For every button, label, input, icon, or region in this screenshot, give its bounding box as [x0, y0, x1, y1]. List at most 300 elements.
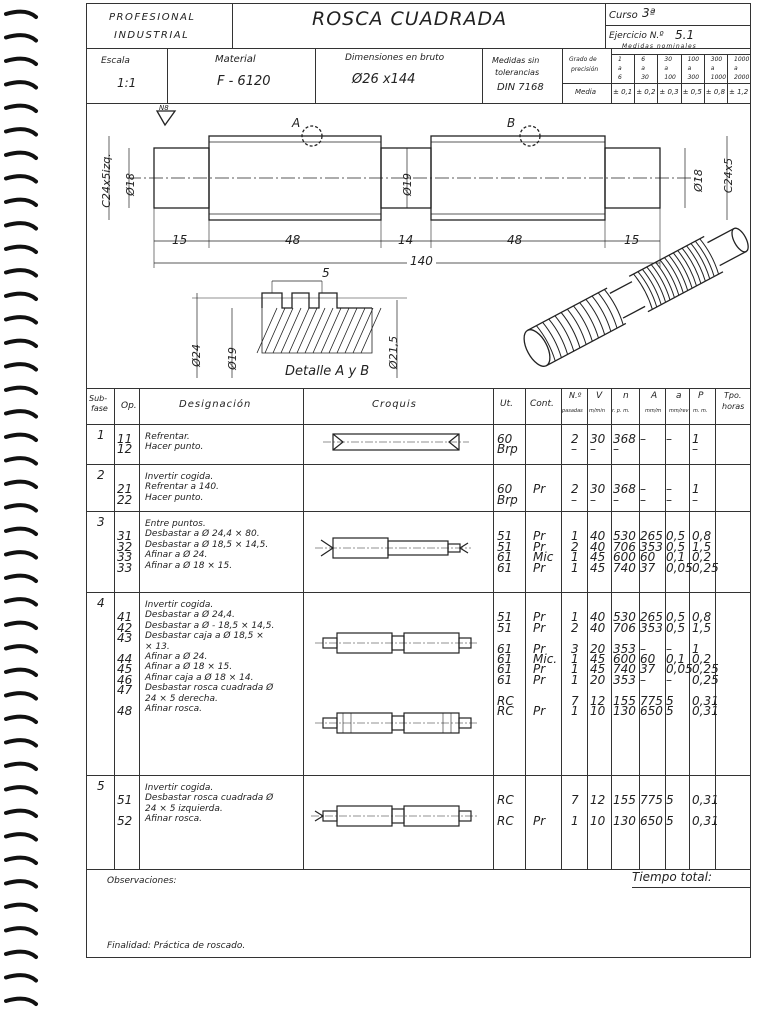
operation-number: 43: [117, 631, 133, 646]
operation-number: 45: [117, 662, 133, 677]
velocidad: 45: [590, 560, 606, 575]
avance-a: 60: [640, 550, 656, 565]
velocidad: 45: [590, 662, 606, 677]
avance-rev: 5: [666, 814, 674, 829]
hatch-line: [345, 308, 365, 353]
tool-ut: 51: [497, 529, 513, 544]
binding-coil: [6, 811, 36, 816]
profundidad: 1: [692, 641, 700, 656]
operation-description: Afinar a Ø 18 × 15.: [145, 560, 233, 571]
column-divider: [611, 388, 612, 869]
grado-divider: [657, 54, 658, 103]
tiempo-total-label: Tiempo total:: [632, 870, 712, 884]
page-title: ROSCA CUADRADA: [312, 8, 508, 30]
column-divider: [139, 388, 140, 869]
hatch-line: [353, 308, 373, 353]
column-divider: [493, 388, 494, 869]
operation-number: 41: [117, 610, 133, 625]
tool-ut: RC: [497, 793, 514, 808]
binding-coil: [6, 646, 36, 651]
grado-divider: [727, 54, 728, 103]
grado-label-2: precisión: [571, 66, 599, 73]
tool-ut: 51: [497, 620, 513, 635]
avance-rev: 0,1: [666, 550, 686, 565]
grado-tolerance: ± 0,8: [705, 88, 726, 96]
profundidad: 0,8: [692, 610, 712, 625]
velocidad: 20: [590, 641, 606, 656]
len-15b: 15: [624, 233, 640, 247]
grado-range: 100: [687, 56, 700, 63]
num-pasadas: 1: [571, 662, 579, 677]
avance-rev: 0,1: [666, 652, 686, 666]
operation-description: × 13.: [145, 641, 170, 652]
header-tpo-2: horas: [722, 402, 745, 411]
rpm: –: [613, 492, 619, 507]
avance-rev: 0,5: [666, 539, 686, 554]
grado-tolerance: ± 0,5: [682, 88, 702, 96]
binding-coil: [6, 270, 36, 275]
croquis-fase-3: [315, 538, 471, 558]
control: Pr: [533, 620, 546, 635]
binding-coil: [6, 317, 36, 322]
velocidad: –: [590, 442, 596, 457]
operation-number: 21: [117, 482, 133, 497]
operation-number: 33: [117, 560, 133, 575]
dim-left-thread: C24x5izq.: [99, 153, 113, 208]
profundidad: 0,31: [692, 704, 719, 718]
hatch-line: [265, 308, 285, 353]
grado-tolerance: ± 0,2: [636, 88, 656, 96]
grado-range: 6: [618, 74, 622, 81]
escala-label: Escala: [101, 56, 130, 66]
grado-range: 300: [710, 56, 723, 63]
operation-description: Hacer punto.: [145, 442, 204, 453]
grado-top-line: [611, 54, 750, 55]
hatch-line: [281, 308, 301, 353]
binding-coil: [6, 35, 36, 40]
binding-coil: [6, 670, 36, 675]
velocidad: 30: [590, 432, 606, 446]
header-designacion: Designación: [179, 399, 252, 410]
binding-coil: [6, 999, 36, 1004]
dia-18-left: Ø18: [123, 173, 137, 196]
operation-number: 42: [117, 620, 133, 635]
hatch-line: [361, 308, 381, 353]
grado-range: a: [687, 65, 692, 72]
grado-range: 100: [664, 74, 676, 81]
header-av-1: a: [676, 391, 682, 401]
avance-a: 650: [640, 704, 663, 718]
avance-rev: –: [666, 672, 672, 687]
finalidad-label: Finalidad: Práctica de roscado.: [107, 941, 246, 951]
avance-rev: 5: [666, 704, 674, 718]
profundidad: 1,5: [692, 539, 712, 554]
profundidad: 0,25: [692, 662, 719, 677]
operation-description: 24 × 5 izquierda.: [145, 803, 223, 814]
rpm: 368: [613, 432, 636, 446]
operation-description: Desbastar a Ø 24,4 × 80.: [145, 529, 260, 540]
detail-d24: Ø24: [189, 344, 203, 367]
control: Pr: [533, 529, 546, 544]
velocidad: 12: [590, 693, 606, 708]
grado-range: 1000: [734, 56, 750, 63]
operation-description: Afinar a Ø 24.: [145, 652, 208, 662]
velocidad: 12: [590, 793, 606, 808]
avance-a: –: [640, 672, 646, 687]
tool-ut: 60: [497, 482, 513, 497]
len-48b: 48: [507, 233, 523, 247]
croquis-fase-5: [311, 806, 478, 826]
grado-range: 30: [641, 74, 649, 81]
binding-coil: [6, 341, 36, 346]
dia-19: Ø19: [400, 173, 414, 196]
subfase-number: 3: [97, 515, 105, 529]
grado-range: a: [641, 65, 645, 72]
worksheet: [86, 3, 751, 958]
binding-coil: [6, 82, 36, 87]
tool-ut: 61: [497, 550, 513, 565]
binding-coil: [6, 458, 36, 463]
operation-number: 48: [117, 704, 133, 718]
tool-ut: Brp: [497, 492, 518, 507]
avance-rev: 0,05: [666, 560, 693, 575]
binding-coil: [6, 364, 36, 369]
ejercicio-value: 5.1: [675, 28, 695, 42]
material-label: Material: [215, 54, 256, 65]
header-op: Op.: [121, 401, 137, 411]
rpm: 530: [613, 610, 636, 625]
grado-tolerance: ± 1,2: [729, 88, 749, 96]
tool-ut: RC: [497, 704, 514, 718]
binding-coil: [6, 834, 36, 839]
operation-description: Entre puntos.: [145, 519, 206, 529]
velocidad: 45: [590, 550, 606, 565]
rpm: 706: [613, 539, 636, 554]
binding-coil: [6, 975, 36, 980]
control: Pr: [533, 672, 546, 687]
avance-a: 60: [640, 652, 656, 666]
medidas-value: DIN 7168: [497, 82, 544, 93]
binding-coil: [6, 529, 36, 534]
label-a: A: [292, 116, 301, 130]
binding-coil: [6, 740, 36, 745]
medidas-label-1: Medidas sin: [492, 56, 540, 65]
avance-a: 353: [640, 539, 663, 554]
avance-rev: 5: [666, 693, 674, 708]
len-48a: 48: [285, 233, 301, 247]
binding-coil: [6, 623, 36, 628]
hatch-line: [329, 308, 349, 353]
binding-coil: [6, 435, 36, 440]
profundidad: –: [692, 492, 698, 507]
avance-a: 37: [640, 560, 656, 575]
header-subfase-2: fase: [91, 404, 108, 413]
tool-ut: 60: [497, 432, 513, 446]
operation-description: Afinar rosca.: [145, 704, 202, 714]
escala-value: 1:1: [117, 76, 137, 90]
header-av-2: mm/rev: [669, 408, 689, 414]
binding-coil: [6, 223, 36, 228]
binding-coil: [6, 952, 36, 957]
tool-ut: 61: [497, 560, 513, 575]
operation-description: Refrentar a 140.: [145, 482, 219, 493]
avance-a: 265: [640, 610, 663, 625]
operation-description: Desbastar rosca cuadrada Ø: [145, 683, 274, 694]
curso-value: 3ª: [642, 6, 656, 20]
header-tpo-1: Tpo.: [724, 391, 742, 400]
binding-coil: [6, 552, 36, 557]
hatch-line: [257, 308, 277, 353]
hatch-line: [313, 308, 333, 353]
grado-range: 1: [618, 56, 622, 63]
avance-a: –: [640, 432, 646, 446]
binding-coil: [6, 717, 36, 722]
column-divider: [525, 388, 526, 869]
grado-range: 1000: [710, 74, 727, 81]
grado-label-1: Grado de: [569, 56, 597, 63]
len-total: 140: [407, 254, 436, 268]
profundidad: 0,8: [692, 529, 712, 544]
subfase-number: 4: [97, 596, 105, 610]
avance-rev: –: [666, 492, 672, 507]
control: Mic: [533, 550, 554, 565]
column-divider: [114, 388, 115, 869]
thread-line: [536, 325, 557, 361]
binding-coil: [6, 388, 36, 393]
detail-d19: Ø19: [225, 347, 239, 370]
len-15a: 15: [172, 233, 188, 247]
avance-rev: 5: [666, 793, 674, 808]
operation-description: Afinar rosca.: [145, 814, 202, 825]
binding-coil: [6, 505, 36, 510]
detail-d215: Ø21,5: [387, 335, 401, 370]
tool-ut: 61: [497, 652, 513, 666]
num-pasadas: 1: [571, 610, 579, 625]
spiral-binding: [0, 0, 40, 1024]
operation-number: 33: [117, 550, 133, 565]
header-p-2: m. m.: [693, 408, 708, 414]
velocidad: 40: [590, 620, 606, 635]
control: Pr: [533, 662, 546, 677]
operation-description: Afinar caja a Ø 18 × 14.: [145, 672, 254, 683]
header-p-1: P: [698, 391, 704, 401]
control: Pr: [533, 641, 546, 656]
grado-range: 300: [687, 74, 700, 81]
grado-tolerance: ± 0,3: [659, 88, 679, 96]
profundidad: 0,2: [692, 652, 712, 666]
binding-coil: [6, 858, 36, 863]
velocidad: –: [590, 492, 596, 507]
rpm: 353: [613, 672, 636, 687]
hatch-line: [337, 308, 357, 353]
velocidad: 30: [590, 482, 606, 497]
detail-title: Detalle A y B: [285, 364, 370, 379]
profundidad: 0,31: [692, 693, 719, 708]
avance-rev: –: [666, 482, 672, 497]
velocidad: 20: [590, 672, 606, 687]
avance-rev: –: [666, 432, 672, 446]
column-divider: [587, 388, 588, 869]
avance-a: –: [640, 492, 646, 507]
tool-ut: 51: [497, 610, 513, 625]
media-label: Media: [575, 88, 597, 96]
num-pasadas: 1: [571, 652, 579, 666]
tool-ut: 61: [497, 662, 513, 677]
control: Pr: [533, 814, 546, 829]
tool-ut: 61: [497, 641, 513, 656]
grado-range: a: [664, 65, 669, 72]
header-v-1: V: [596, 391, 603, 401]
operation-description: Desbastar a Ø 18,5 × 14,5.: [145, 539, 269, 550]
len-14: 14: [398, 233, 414, 247]
avance-rev: 0,5: [666, 610, 686, 625]
grado-range: 30: [664, 56, 673, 63]
binding-coil: [6, 411, 36, 416]
avance-rev: 0,5: [666, 529, 686, 544]
num-pasadas: 2: [571, 432, 579, 446]
num-pasadas: 1: [571, 529, 579, 544]
operation-number: 46: [117, 672, 133, 687]
avance-a: –: [640, 482, 646, 497]
avance-a: 37: [640, 662, 656, 677]
label-b: B: [507, 116, 516, 130]
control: Pr: [533, 560, 546, 575]
num-pasadas: 2: [571, 539, 579, 554]
binding-coil: [6, 482, 36, 487]
binding-coil: [6, 129, 36, 134]
rpm: 706: [613, 620, 636, 635]
binding-coil: [6, 176, 36, 181]
rpm: 600: [613, 652, 636, 666]
croquis-fase-4b: [315, 713, 478, 733]
tool-ut: RC: [497, 693, 514, 708]
binding-coil: [6, 881, 36, 886]
avance-rev: 0,5: [666, 620, 686, 635]
velocidad: 10: [590, 704, 606, 718]
rpm: 740: [613, 662, 636, 677]
operation-number: 44: [117, 652, 133, 666]
num-pasadas: 7: [571, 793, 579, 808]
num-pasadas: 1: [571, 704, 579, 718]
operation-description: Invertir cogida.: [145, 600, 214, 610]
thread-line: [700, 238, 721, 274]
binding-coil: [6, 200, 36, 205]
nominales-label: Medidas nominales: [622, 43, 697, 50]
grado-range: a: [710, 65, 715, 72]
operation-description: Invertir cogida.: [145, 472, 214, 482]
operation-description: Refrentar.: [145, 432, 190, 442]
operation-description: Desbastar a Ø 24,4.: [145, 610, 235, 621]
header-a-2: mm/m: [645, 408, 662, 414]
grado-divider: [681, 54, 682, 103]
velocidad: 40: [590, 610, 606, 625]
num-pasadas: 1: [571, 560, 579, 575]
velocidad: 40: [590, 529, 606, 544]
control: Pr: [533, 482, 546, 497]
medidas-label-2: tolerancias: [495, 68, 540, 77]
school-line-2: INDUSTRIAL: [114, 30, 190, 41]
avance-a: –: [640, 641, 646, 656]
rpm: 368: [613, 482, 636, 497]
profundidad: 0,31: [692, 814, 719, 829]
binding-coil: [6, 905, 36, 910]
tool-ut: Brp: [497, 442, 518, 457]
dim-right-thread: C24x5: [722, 157, 736, 194]
avance-a: 775: [640, 693, 663, 708]
velocidad: 10: [590, 814, 606, 829]
operation-number: 52: [117, 814, 133, 829]
avance-rev: –: [666, 641, 672, 656]
operation-description: Hacer punto.: [145, 492, 204, 503]
avance-a: 353: [640, 620, 663, 635]
avance-a: 775: [640, 793, 663, 808]
operation-number: 51: [117, 793, 133, 808]
binding-coil: [6, 576, 36, 581]
column-divider: [689, 388, 690, 869]
header-n-2: r. p. m.: [612, 408, 630, 414]
profundidad: 0,25: [692, 672, 719, 687]
dia-18-right: Ø18: [691, 169, 705, 192]
velocidad: 45: [590, 652, 606, 666]
subfase-number: 1: [97, 428, 105, 442]
num-pasadas: 1: [571, 814, 579, 829]
operation-description: 24 × 5 derecha.: [145, 693, 218, 704]
num-pasadas: 7: [571, 693, 579, 708]
operation-description: Afinar a Ø 18 × 15.: [145, 662, 233, 673]
croquis-sketches: [303, 388, 493, 869]
material-value: F - 6120: [217, 74, 271, 89]
header-np-2: pasadas: [562, 408, 583, 414]
column-divider: [561, 388, 562, 869]
operation-number: 11: [117, 432, 133, 446]
dimensiones-value: Ø26 x144: [352, 72, 416, 87]
detail-pitch: 5: [322, 266, 330, 280]
hatch-line: [289, 308, 309, 353]
binding-coil: [6, 12, 36, 17]
dimensiones-label: Dimensiones en bruto: [345, 53, 445, 63]
binding-coil: [6, 764, 36, 769]
ejercicio-label: Ejercicio N.º: [609, 31, 664, 41]
num-pasadas: 2: [571, 482, 579, 497]
binding-coil: [6, 928, 36, 933]
control: Pr: [533, 704, 546, 718]
num-pasadas: –: [571, 492, 577, 507]
rpm: –: [613, 442, 619, 457]
operation-description: Invertir cogida.: [145, 783, 214, 793]
control: Pr: [533, 610, 546, 625]
grado-range: 2000: [734, 74, 750, 81]
num-pasadas: 1: [571, 672, 579, 687]
operation-number: 12: [117, 442, 133, 457]
binding-coil: [6, 693, 36, 698]
header-np-1: N.º: [569, 391, 582, 400]
operation-number: 31: [117, 529, 133, 544]
profundidad: 1,5: [692, 620, 712, 635]
subfase-number: 5: [97, 779, 105, 793]
binding-coil: [6, 106, 36, 111]
operation-description: Desbastar caja a Ø 18,5 ×: [145, 631, 264, 642]
rpm: 155: [613, 793, 636, 808]
num-pasadas: 2: [571, 620, 579, 635]
grado-divider: [634, 54, 635, 103]
grado-divider: [704, 54, 705, 103]
tool-ut: 51: [497, 539, 513, 554]
nb-symbol-label: N8: [159, 104, 169, 112]
avance-a: 265: [640, 529, 663, 544]
process-table: [87, 388, 750, 869]
profundidad: 0,31: [692, 793, 719, 808]
header-v-2: m/min: [589, 408, 605, 414]
